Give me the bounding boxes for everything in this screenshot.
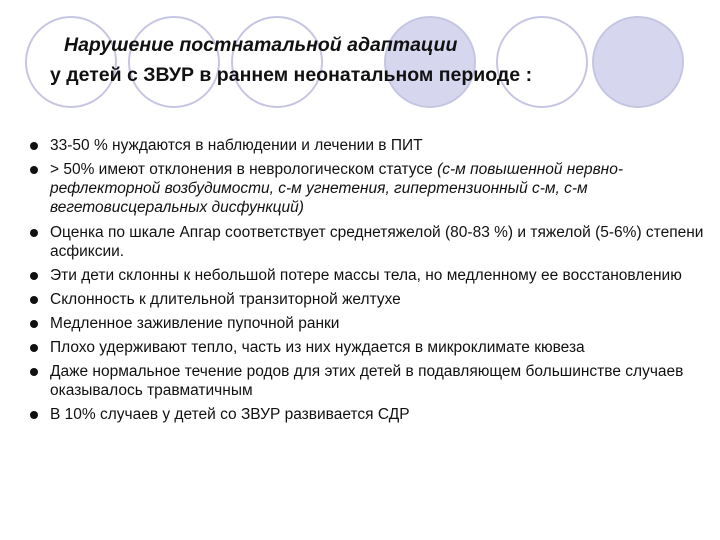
bullet-text: Медленное заживление пупочной ранки bbox=[50, 315, 340, 332]
bullet-text: > 50% имеют отклонения в неврологическом статусе bbox=[50, 161, 438, 178]
bullet-dot-icon bbox=[30, 368, 38, 376]
slide-title-line-2: у детей с ЗВУР в раннем неонатальном периоде : bbox=[50, 64, 533, 86]
bullet-item bbox=[28, 160, 708, 217]
slide-title-line-1: Нарушение постнатальной адаптации bbox=[64, 34, 458, 56]
bullet-item bbox=[28, 136, 708, 155]
bullet-item bbox=[28, 314, 708, 333]
bullet-text: Склонность к длительной транзиторной желтухе bbox=[50, 291, 401, 308]
bullet-text: Плохо удерживают тепло, часть из них нуждается в микроклимате кювеза bbox=[50, 339, 585, 356]
bullet-text: 33-50 % нуждаются в наблюдении и лечении в ПИТ bbox=[50, 137, 423, 154]
bullet-item bbox=[28, 266, 708, 285]
bullet-dot-icon bbox=[30, 142, 38, 150]
bullet-text: Эти дети склонны к небольшой потере массы тела, но медленному ее восстановлению bbox=[50, 267, 682, 284]
bullet-dot-icon bbox=[30, 344, 38, 352]
bullet-item bbox=[28, 223, 708, 261]
bullet-dot-icon bbox=[30, 296, 38, 304]
bullet-text: Даже нормальное течение родов для этих детей в подавляющем большинстве случаев оказывалось травматичным bbox=[50, 363, 684, 399]
bullet-italic-text: (с-м повышенной нервно-рефлекторной возбудимости, с-м угнетения, гипертензионный с-м, с-м вегетовисцеральных дисфункций) bbox=[50, 161, 623, 216]
bullet-text: Оценка по шкале Апгар соответствует среднетяжелой (80-83 %) и тяжелой (5-6%) степени асфиксии. bbox=[50, 224, 704, 260]
bullet-list bbox=[28, 136, 708, 429]
bullet-item bbox=[28, 290, 708, 309]
bullet-dot-icon bbox=[30, 272, 38, 280]
slide-title bbox=[40, 30, 700, 90]
bullet-dot-icon bbox=[30, 229, 38, 237]
bullet-item bbox=[28, 338, 708, 357]
bullet-dot-icon bbox=[30, 166, 38, 174]
bullet-dot-icon bbox=[30, 411, 38, 419]
bullet-item bbox=[28, 362, 708, 400]
bullet-text: В 10% случаев у детей со ЗВУР развивается СДР bbox=[50, 406, 410, 423]
bullet-dot-icon bbox=[30, 320, 38, 328]
bullet-item bbox=[28, 405, 708, 424]
